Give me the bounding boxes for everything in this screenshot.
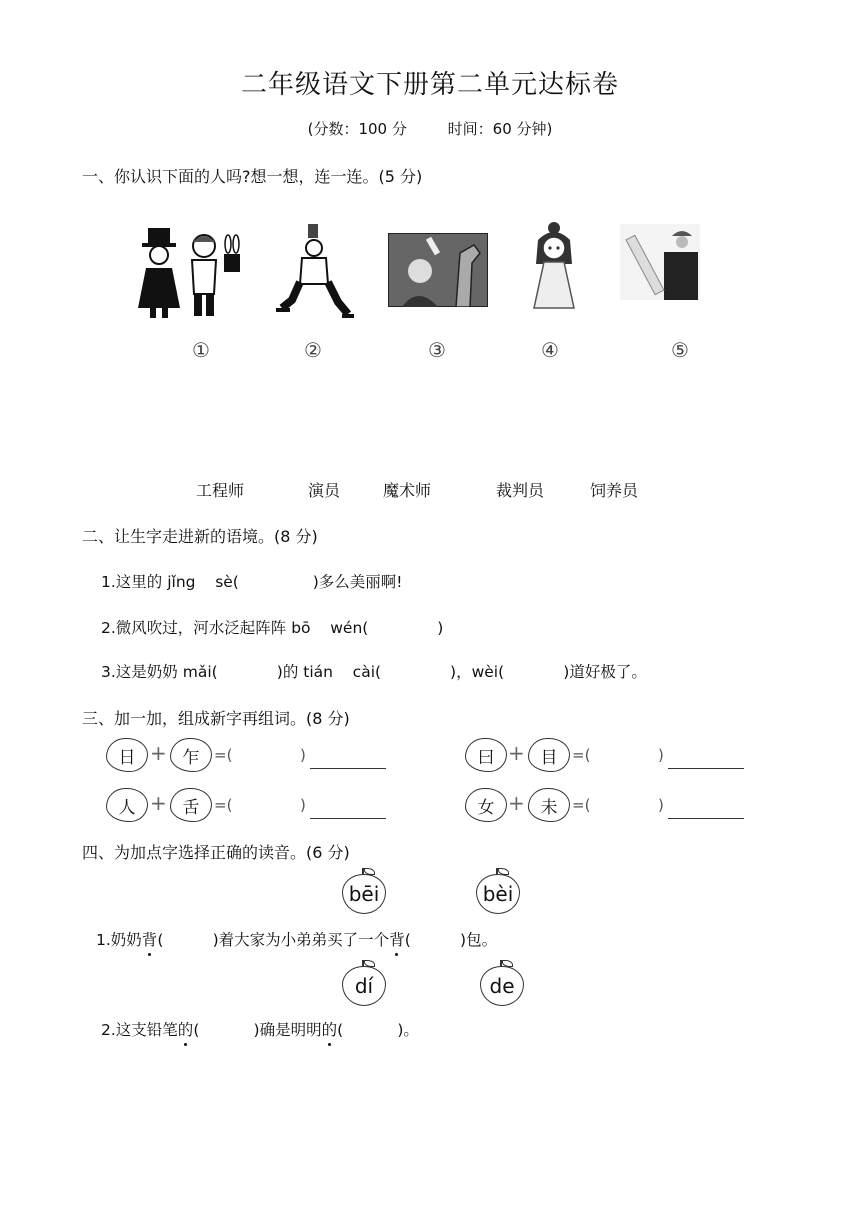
q2-text-a: 2.这支铅笔 bbox=[101, 1021, 178, 1039]
pinyin-question-1: 1.这里的 jǐng sè( )多么美丽啊! bbox=[101, 573, 403, 591]
dotted-char: 背 bbox=[142, 928, 158, 950]
plus-sign: + bbox=[508, 741, 525, 765]
char-bubble: 人 bbox=[106, 788, 148, 822]
close-paren: ) bbox=[300, 796, 306, 814]
q2-text-b: ( )确是明明 bbox=[193, 1021, 322, 1039]
char-bubble: 乍 bbox=[170, 738, 212, 772]
close-paren: ) bbox=[658, 796, 664, 814]
reading-question-1 bbox=[96, 928, 497, 950]
picture-number-4: ④ bbox=[541, 338, 559, 362]
close-paren: ) bbox=[658, 746, 664, 764]
pinyin-option-label: bēi bbox=[342, 874, 386, 914]
section-2-heading: 二、让生字走进新的语境。(8 分) bbox=[82, 527, 318, 546]
q2-text-c: ( )。 bbox=[337, 1021, 419, 1039]
pinyin-option-apple[interactable] bbox=[480, 960, 526, 1008]
time-info: 时间：60 分钟) bbox=[447, 120, 553, 138]
q1-text-b: ( )着大家为小弟弟买了一个 bbox=[157, 931, 390, 949]
job-actor: 演员 bbox=[308, 481, 341, 500]
plus-sign: + bbox=[150, 791, 167, 815]
pinyin-option-apple[interactable] bbox=[476, 868, 522, 916]
equals-open: =( bbox=[572, 746, 591, 764]
pinyin-question-3: 3.这是奶奶 mǎi( )的 tián cài( )，wèi( )道好极了。 bbox=[101, 663, 647, 681]
word-blank[interactable] bbox=[668, 818, 744, 819]
char-bubble: 目 bbox=[528, 738, 570, 772]
dotted-char: 的 bbox=[178, 1018, 194, 1040]
pinyin-option-apple[interactable] bbox=[342, 868, 388, 916]
q1-text-a: 1.奶奶 bbox=[96, 931, 142, 949]
equals-open: =( bbox=[214, 796, 233, 814]
section-3-heading: 三、加一加，组成新字再组词。(8 分) bbox=[82, 709, 350, 728]
pinyin-option-label: dí bbox=[342, 966, 386, 1006]
job-referee: 裁判员 bbox=[496, 481, 545, 500]
picture-number-1: ① bbox=[192, 338, 210, 362]
char-bubble: 未 bbox=[528, 788, 570, 822]
pinyin-option-label: bèi bbox=[476, 874, 520, 914]
char-bubble: 舌 bbox=[170, 788, 212, 822]
pinyin-question-2: 2.微风吹过，河水泛起阵阵 bō wén( ) bbox=[101, 619, 444, 637]
picture-number-2: ② bbox=[304, 338, 322, 362]
dotted-char: 的 bbox=[322, 1018, 338, 1040]
job-magician: 魔术师 bbox=[383, 481, 432, 500]
pinyin-option-apple[interactable] bbox=[342, 960, 388, 1008]
equals-open: =( bbox=[572, 796, 591, 814]
plus-sign: + bbox=[150, 741, 167, 765]
equals-open: =( bbox=[214, 746, 233, 764]
q1-text-c: ( )包。 bbox=[404, 931, 498, 949]
dotted-char: 背 bbox=[389, 928, 405, 950]
zookeeper-picture bbox=[388, 233, 488, 307]
page-subtitle bbox=[0, 118, 860, 139]
section-4-heading: 四、为加点字选择正确的读音。(6 分) bbox=[82, 843, 350, 862]
referee-picture bbox=[272, 222, 356, 322]
magician-picture bbox=[136, 228, 248, 320]
word-blank[interactable] bbox=[310, 768, 386, 769]
section-1-heading: 一、你认识下面的人吗?想一想，连一连。(5 分) bbox=[82, 167, 423, 186]
picture-number-3: ③ bbox=[428, 338, 446, 362]
pinyin-option-label: de bbox=[480, 966, 524, 1006]
reading-question-2 bbox=[101, 1018, 419, 1040]
close-paren: ) bbox=[300, 746, 306, 764]
plus-sign: + bbox=[508, 791, 525, 815]
char-bubble: 日 bbox=[106, 738, 148, 772]
job-zookeeper: 饲养员 bbox=[590, 481, 639, 500]
word-blank[interactable] bbox=[310, 818, 386, 819]
job-engineer: 工程师 bbox=[196, 481, 245, 500]
char-bubble: 曰 bbox=[465, 738, 507, 772]
engineer-picture bbox=[620, 224, 700, 300]
picture-number-5: ⑤ bbox=[671, 338, 689, 362]
score-info: (分数：100 分 bbox=[307, 120, 407, 138]
char-bubble: 女 bbox=[465, 788, 507, 822]
page-title: 二年级语文下册第二单元达标卷 bbox=[240, 70, 619, 100]
actress-picture bbox=[524, 218, 584, 312]
word-blank[interactable] bbox=[668, 768, 744, 769]
